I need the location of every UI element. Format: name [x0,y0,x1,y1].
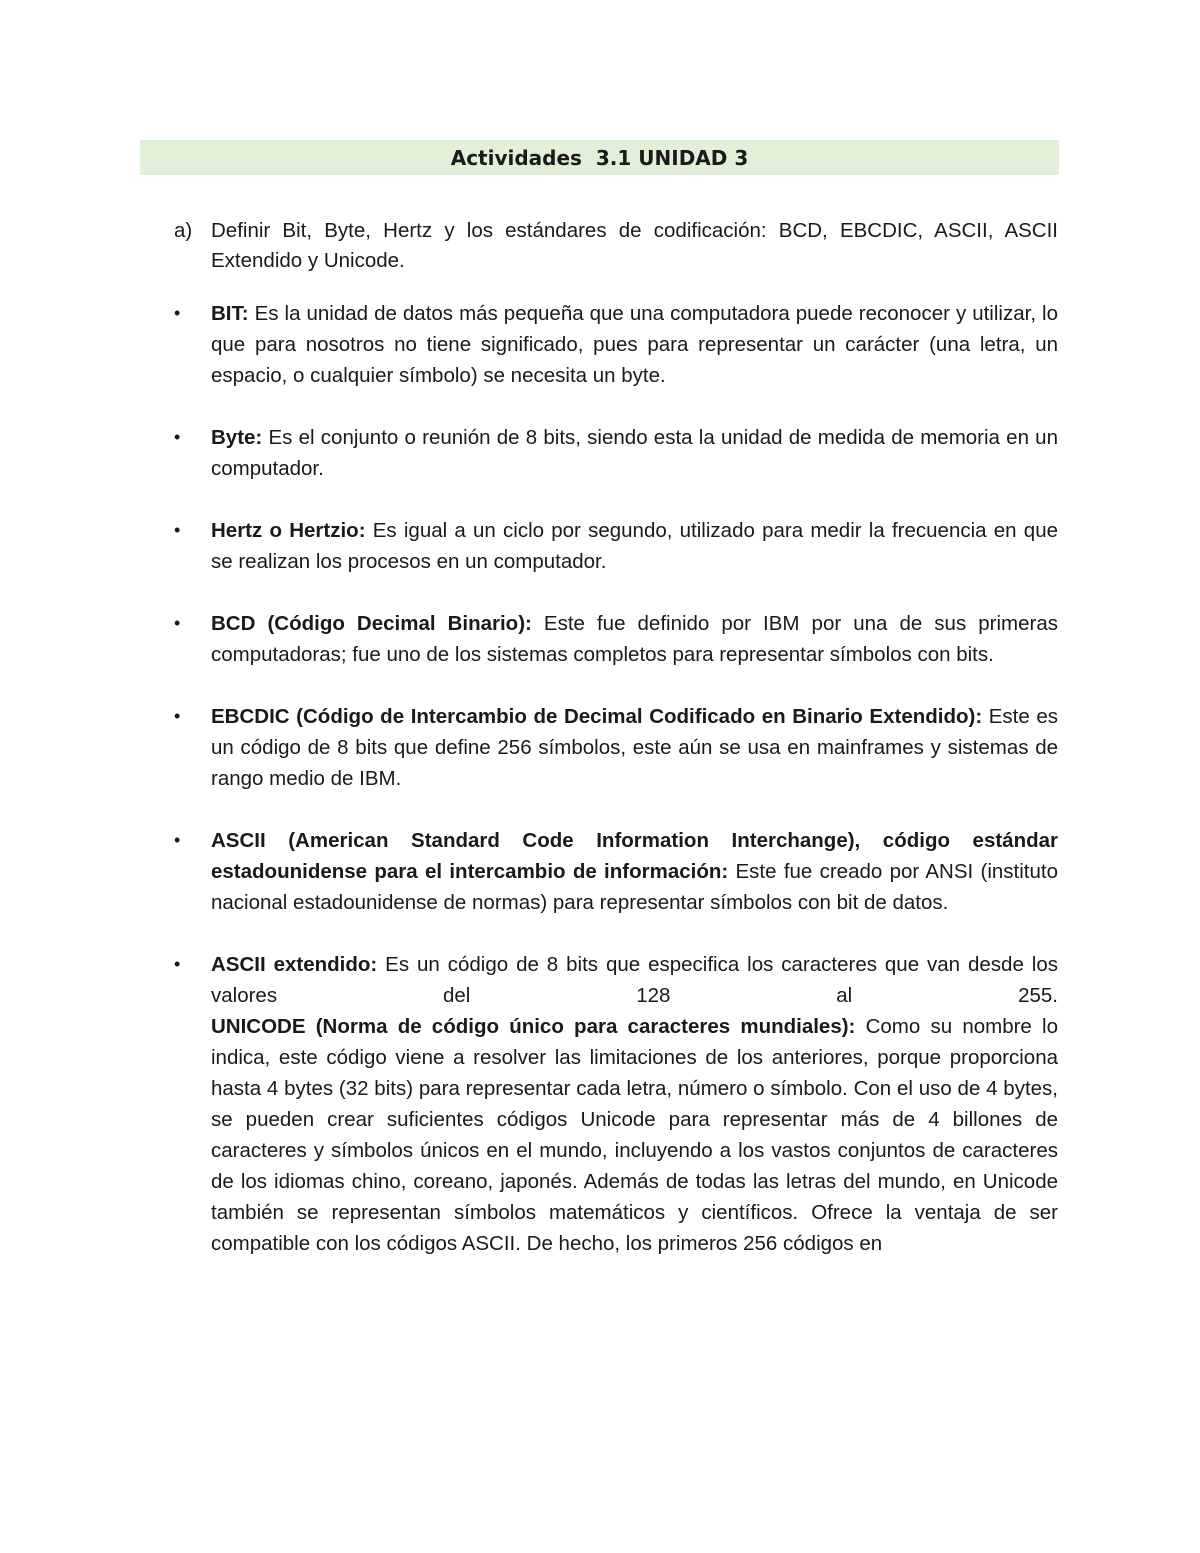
definition-unicode: Como su nombre lo indica, este código viene a resolver las limitaciones de los anteriores, porque proporciona hasta 4 bytes (32 bits) para representar cada letra, número o símbolo. Con el uso de 4 bytes, se pueden crear suficientes códigos Unicode para representar más de 4 billones de caracteres y símbolos únicos en el mundo, incluyendo a los vastos conjuntos de caracteres de los idiomas chino, coreano, japonés. Además de todas las letras del mundo, en Unicode también se representan símbolos matemáticos y científicos. Ofrece la ventaja de ser compatible con los códigos ASCII. De hecho, los primeros 256 códigos en [211,1015,1058,1255]
bullet-icon: • [174,613,181,633]
definition-ascii-extendido: Es un código de 8 bits que especifica los caracteres que van desde los valores del 128 al 255. [211,953,1058,1007]
bullet-icon: • [174,954,181,974]
term-ebcdic: EBCDIC (Código de Intercambio de Decimal Codificado en Binario Extendido): [211,705,983,728]
term-byte: Byte: [211,426,263,449]
term-bit: BIT: [211,302,249,325]
term-unicode: UNICODE (Norma de código único para caracteres mundiales): [211,1015,856,1038]
definitions-list [174,298,1058,1290]
list-item-bcd [174,608,1058,670]
term-ascii-extendido: ASCII extendido: [211,953,378,976]
list-item-ascii [174,825,1058,918]
bullet-icon: • [174,830,181,850]
term-hertz: Hertz o Hertzio: [211,519,366,542]
term-bcd: BCD (Código Decimal Binario): [211,612,532,635]
question-marker: a) [174,219,193,242]
bullet-icon: • [174,303,181,323]
list-item-ascii-extendido [174,949,1058,1259]
bullet-icon: • [174,427,181,447]
bullet-icon: • [174,706,181,726]
definition-hertz: Es igual a un ciclo por segundo, utilizado para medir la frecuencia en que se realizan los procesos en un computador. [211,519,1058,573]
definition-ebcdic: Este es un código de 8 bits que define 256 símbolos, este aún se usa en mainframes y sistemas de rango medio de IBM. [211,705,1059,790]
list-item-hertz [174,515,1058,577]
list-item-ebcdic [174,701,1058,794]
list-item-byte [174,422,1058,484]
definition-byte: Es el conjunto o reunión de 8 bits, siendo esta la unidad de medida de memoria en un computador. [211,426,1058,480]
definition-bit: Es la unidad de datos más pequeña que una computadora puede reconocer y utilizar, lo que para nosotros no tiene significado, pues para representar un carácter (una letra, un espacio, o cualquier símbolo) se necesita un byte. [211,302,1058,387]
question-a [174,216,1058,276]
definition-bcd: Este fue definido por IBM por una de sus primeras computadoras; fue uno de los sistemas completos para representar símbolos con bits. [211,612,1058,666]
document-title: Actividades 3.1 UNIDAD 3 [140,140,1059,175]
list-item-bit [174,298,1058,391]
question-text: Definir Bit, Byte, Hertz y los estándares de codificación: BCD, EBCDIC, ASCII, ASCII Extendido y Unicode. [211,219,1058,272]
bullet-icon: • [174,520,181,540]
definition-ascii: Este fue creado por ANSI (instituto nacional estadounidense de normas) para representar símbolos con bit de datos. [211,860,1058,914]
term-ascii: ASCII (American Standard Code Information Interchange), código estándar estadounidense para el intercambio de información: [211,829,1058,883]
